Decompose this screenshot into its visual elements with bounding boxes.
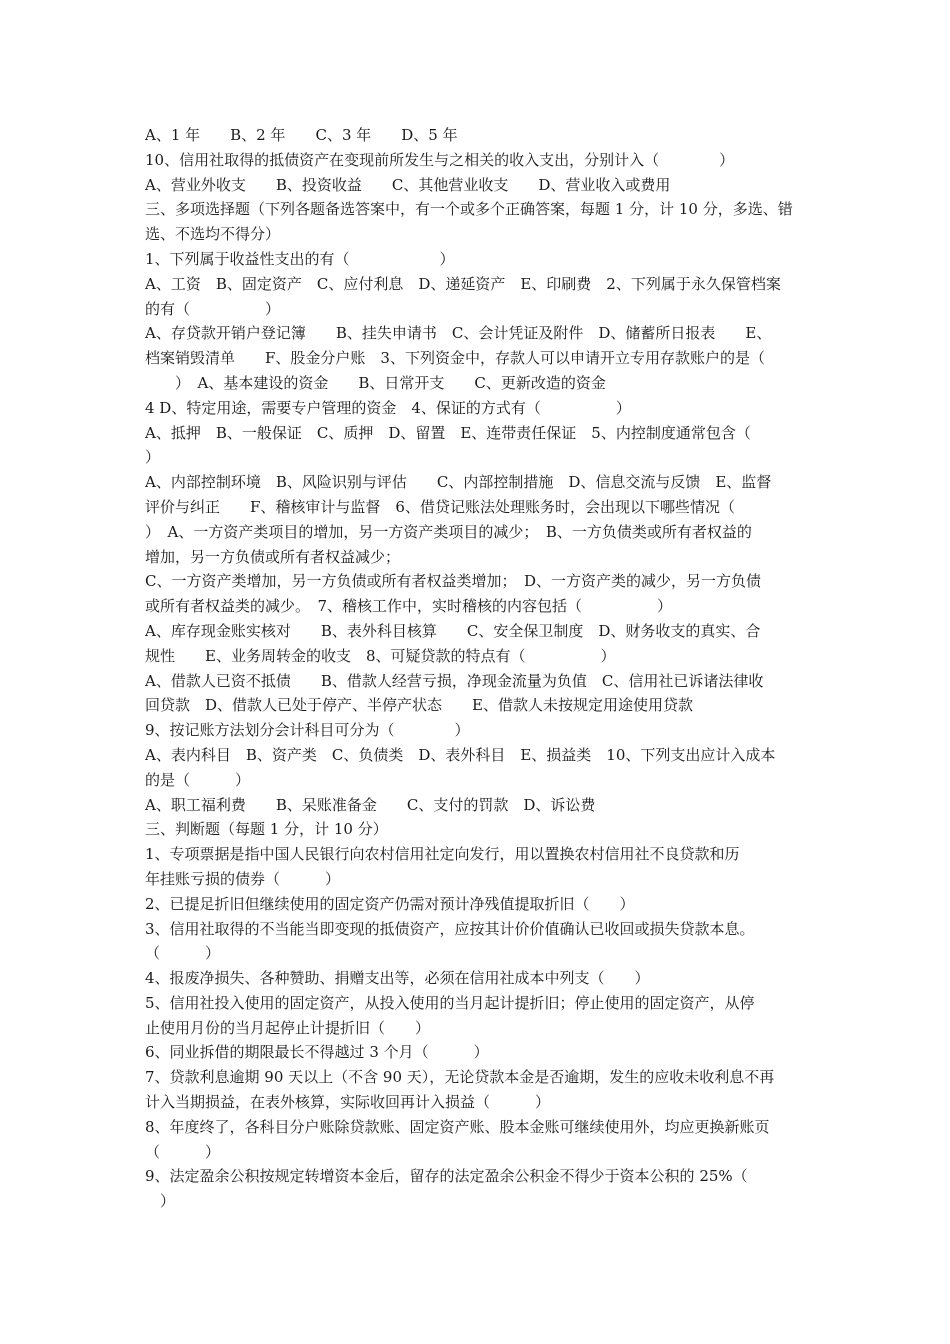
text-line: 或所有者权益类的减少。 7、稽核工作中，实时稽核的内容包括（ ） xyxy=(145,597,673,616)
text-line: 4 D、特定用途，需要专户管理的资金 4、保证的方式有（ ） xyxy=(145,398,631,417)
text-line: 4、报废净损失、各种赞助、捐赠支出等，必须在信用社成本中列支（ ） xyxy=(145,969,650,988)
text-line: A、借款人已资不抵债 B、借款人经营亏损，净现金流量为负值 C、信用社已诉诸法律收 xyxy=(145,671,764,690)
text-line: ） A、基本建设的资金 B、日常开支 C、更新改造的资金 xyxy=(145,373,606,392)
text-line: 6、同业拆借的期限最长不得越过 3 个月（ ） xyxy=(145,1043,489,1062)
text-line: 2、已提足折旧但继续使用的固定资产仍需对预计净残值提取折旧（ ） xyxy=(145,894,635,913)
text-line: A、职工福利费 B、呆账准备金 C、支付的罚款 D、诉讼费 xyxy=(145,795,596,814)
text-line: 计入当期损益，在表外核算，实际收回再计入损益（ ） xyxy=(145,1093,551,1112)
text-line: ） A、一方资产类项目的增加，另一方资产类项目的减少； B、一方负债类或所有者权益的 xyxy=(145,522,752,541)
text-line: 8、年度终了，各科目分户账除贷款账、固定资产账、股本金账可继续使用外，均应更换新账页 xyxy=(145,1117,770,1136)
text-line: A、库存现金账实核对 B、表外科目核算 C、安全保卫制度 D、财务收支的真实、合 xyxy=(145,621,761,640)
text-line: ） xyxy=(145,448,161,467)
text-line: A、1 年 B、2 年 C、3 年 D、5 年 xyxy=(145,126,458,144)
text-line: 回贷款 D、借款人已处于停产、半停产状态 E、借款人未按规定用途使用贷款 xyxy=(145,696,693,715)
text-line: （ ） xyxy=(145,944,221,963)
text-line: A、抵押 B、一般保证 C、质押 D、留置 E、连带责任保证 5、内控制度通常包含（ xyxy=(145,423,751,442)
text-line: 的有（ ） xyxy=(145,299,281,318)
text-line: 档案销毁清单 F、股金分户账 3、下列资金中，存款人可以申请开立专用存款账户的是（ xyxy=(145,349,765,368)
text-line: A、表内科目 B、资产类 C、负债类 D、表外科目 E、损益类 10、下列支出应计入成本 xyxy=(145,745,776,764)
text-line: 9、法定盈余公积按规定转增资本金后，留存的法定盈余公积金不得少于资本公积的 25%（ xyxy=(145,1167,748,1186)
text-line: 三、多项选择题（下列各题备选答案中，有一个或多个正确答案，每题 1 分，计 10 分，多选、错 xyxy=(145,200,793,219)
text-line: 选、不选均不得分） xyxy=(145,225,281,244)
text-line: 三、判断题（每题 1 分，计 10 分） xyxy=(145,820,388,839)
text-line: A、营业外收支 B、投资收益 C、其他营业收支 D、营业收入或费用 xyxy=(145,175,671,194)
text-line: 1、下列属于收益性支出的有（ ） xyxy=(145,249,455,268)
text-line: 的是（ ） xyxy=(145,770,251,789)
document-body xyxy=(145,123,810,1214)
text-line: 7、贷款利息逾期 90 天以上（不含 90 天），无论贷款本金是否逾期，发生的应收未收利息不再 xyxy=(145,1068,775,1087)
text-line: 止使用月份的当月起停止计提折旧（ ） xyxy=(145,1018,431,1037)
text-line: 3、信用社取得的不当能当即变现的抵债资产，应按其计价价值确认已收回或损失贷款本息。 xyxy=(145,919,755,938)
text-line: 年挂账亏损的债券（ ） xyxy=(145,869,341,888)
text-line: 增加，另一方负债或所有者权益减少； xyxy=(145,547,401,566)
text-line: 规性 E、业务周转金的收支 8、可疑贷款的特点有（ ） xyxy=(145,646,616,665)
text-line: ） xyxy=(145,1192,176,1211)
text-line: （ ） xyxy=(145,1142,221,1161)
text-line: 评价与纠正 F、稽核审计与监督 6、借贷记账法处理账务时，会出现以下哪些情况（ xyxy=(145,497,735,516)
text-line: A、内部控制环境 B、风险识别与评估 C、内部控制措施 D、信息交流与反馈 E、监督 xyxy=(145,473,772,492)
text-line: A、工资 B、固定资产 C、应付利息 D、递延资产 E、印刷费 2、下列属于永久保管档案 xyxy=(145,274,781,293)
text-line: C、一方资产类增加，另一方负债或所有者权益类增加； D、一方资产类的减少，另一方负债 xyxy=(145,572,762,591)
text-line: 10、信用社取得的抵债资产在变现前所发生与之相关的收入支出，分别计入（ ） xyxy=(145,150,735,169)
text-line: 5、信用社投入使用的固定资产，从投入使用的当月起计提折旧；停止使用的固定资产，从停 xyxy=(145,993,755,1012)
text-line: 9、按记账方法划分会计科目可分为（ ） xyxy=(145,721,470,740)
text-line: 1、专项票据是指中国人民银行向农村信用社定向发行，用以置换农村信用社不良贷款和历 xyxy=(145,845,740,864)
text-line: A、存贷款开销户登记簿 B、挂失申请书 C、会计凭证及附件 D、储蓄所日报表 E、 xyxy=(145,324,772,343)
